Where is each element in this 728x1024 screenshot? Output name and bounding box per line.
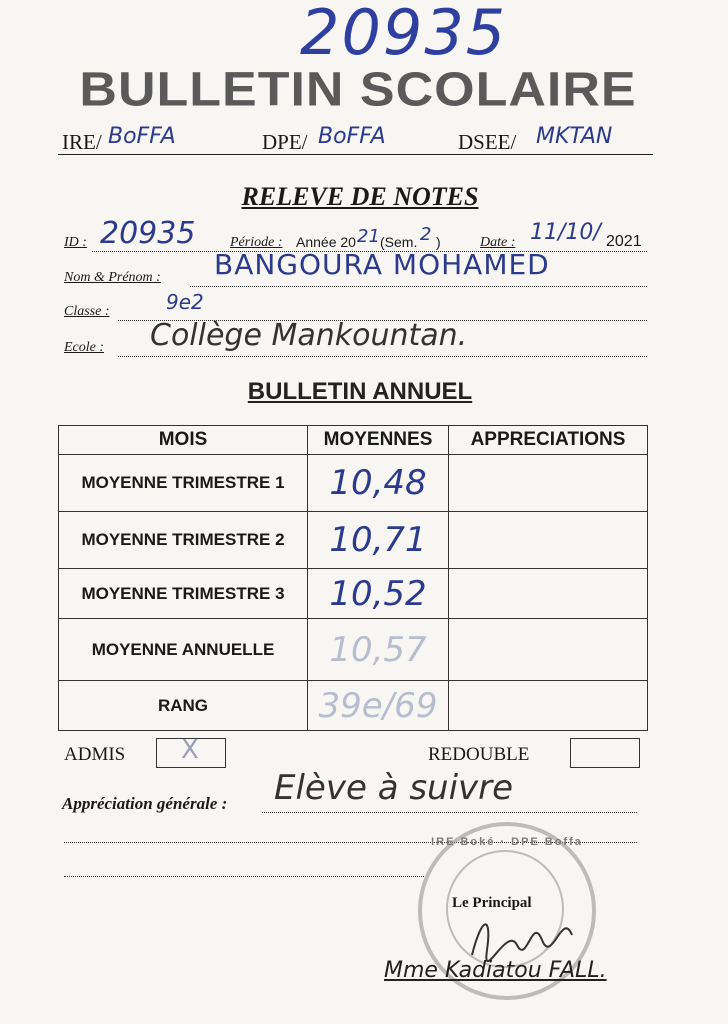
table-row <box>59 681 648 731</box>
table-header-row <box>59 426 648 455</box>
table-row <box>59 455 648 512</box>
row-appreciation <box>449 569 648 619</box>
row-moyenne: 10,57 <box>308 619 449 681</box>
blank-line-2 <box>64 876 424 877</box>
id-value: 20935 <box>100 216 196 251</box>
sem-text: (Sem. <box>380 234 418 250</box>
header-mois: MOIS <box>59 426 308 455</box>
classe-value: 9e2 <box>166 290 204 314</box>
row-appreciation <box>449 681 648 731</box>
ecole-label: Ecole : <box>64 340 105 355</box>
table-row <box>59 619 648 681</box>
principal-name: Mme Kadiatou FALL. <box>384 958 607 983</box>
row-appreciation <box>449 619 648 681</box>
classe-label: Classe : <box>64 304 110 319</box>
row-mois: MOYENNE TRIMESTRE 3 <box>59 569 308 619</box>
table-row <box>59 569 648 619</box>
row-mois: MOYENNE TRIMESTRE 2 <box>59 512 308 569</box>
sem-close: ) <box>436 234 441 250</box>
dsee-label: DSEE/ <box>458 130 517 154</box>
sem-value: 2 <box>420 224 432 245</box>
ecole-line-dots <box>118 356 647 357</box>
date-label: Date : <box>480 235 516 250</box>
stamp-text: IRE Boké · DPE Boffa <box>431 836 583 848</box>
principal-title: Le Principal <box>452 895 532 911</box>
row-appreciation <box>449 455 648 512</box>
signature-scribble <box>462 905 582 965</box>
row-moyenne: 10,71 <box>308 512 449 569</box>
row-mois: RANG <box>59 681 308 731</box>
admis-mark: X <box>181 735 199 765</box>
admis-label: ADMIS <box>64 744 126 765</box>
nom-value: BANGOURA MOHAMED <box>214 248 550 281</box>
header-moyennes: MOYENNES <box>308 426 449 455</box>
nom-line-dots <box>190 286 647 287</box>
row-moyenne: 10,52 <box>308 569 449 619</box>
releve-title: RELEVE DE NOTES <box>241 182 479 211</box>
table-row <box>59 512 648 569</box>
date-year: 2021 <box>606 233 642 250</box>
document-number: 20935 <box>300 0 508 69</box>
id-label: ID : <box>64 235 87 250</box>
periode-label: Période : <box>230 235 283 250</box>
header-appreciations: APPRECIATIONS <box>449 426 648 455</box>
ire-label: IRE/ <box>62 130 102 154</box>
bulletin-title: BULLETIN ANNUEL <box>247 378 473 405</box>
redouble-label: REDOUBLE <box>428 744 530 765</box>
row-appreciation <box>449 512 648 569</box>
dpe-value: BoFFA <box>318 124 386 149</box>
row-mois: MOYENNE ANNUELLE <box>59 619 308 681</box>
redouble-checkbox[interactable] <box>570 738 640 768</box>
date-value: 11/10/ <box>530 220 601 245</box>
admis-checkbox[interactable] <box>156 735 226 768</box>
row-moyenne: 39e/69 <box>308 681 449 731</box>
ire-value: BoFFA <box>108 124 176 149</box>
row-mois: MOYENNE TRIMESTRE 1 <box>59 455 308 512</box>
appreciation-value: Elève à suivre <box>274 768 514 808</box>
appreciation-label: Appréciation générale : <box>62 794 228 813</box>
dsee-value: MKTAN <box>536 124 613 149</box>
ecole-value: Collège Mankountan. <box>150 318 468 353</box>
appreciation-line-dots <box>262 812 637 813</box>
row-moyenne: 10,48 <box>308 455 449 512</box>
annee-value: 21 <box>357 226 380 247</box>
header-line <box>58 154 653 155</box>
nom-label: Nom & Prénom : <box>64 270 161 285</box>
dpe-label: DPE/ <box>262 130 308 154</box>
grades-table <box>58 425 648 731</box>
annee-text: Année 20 <box>296 234 356 250</box>
document-title: BULLETIN SCOLAIRE <box>79 63 637 117</box>
